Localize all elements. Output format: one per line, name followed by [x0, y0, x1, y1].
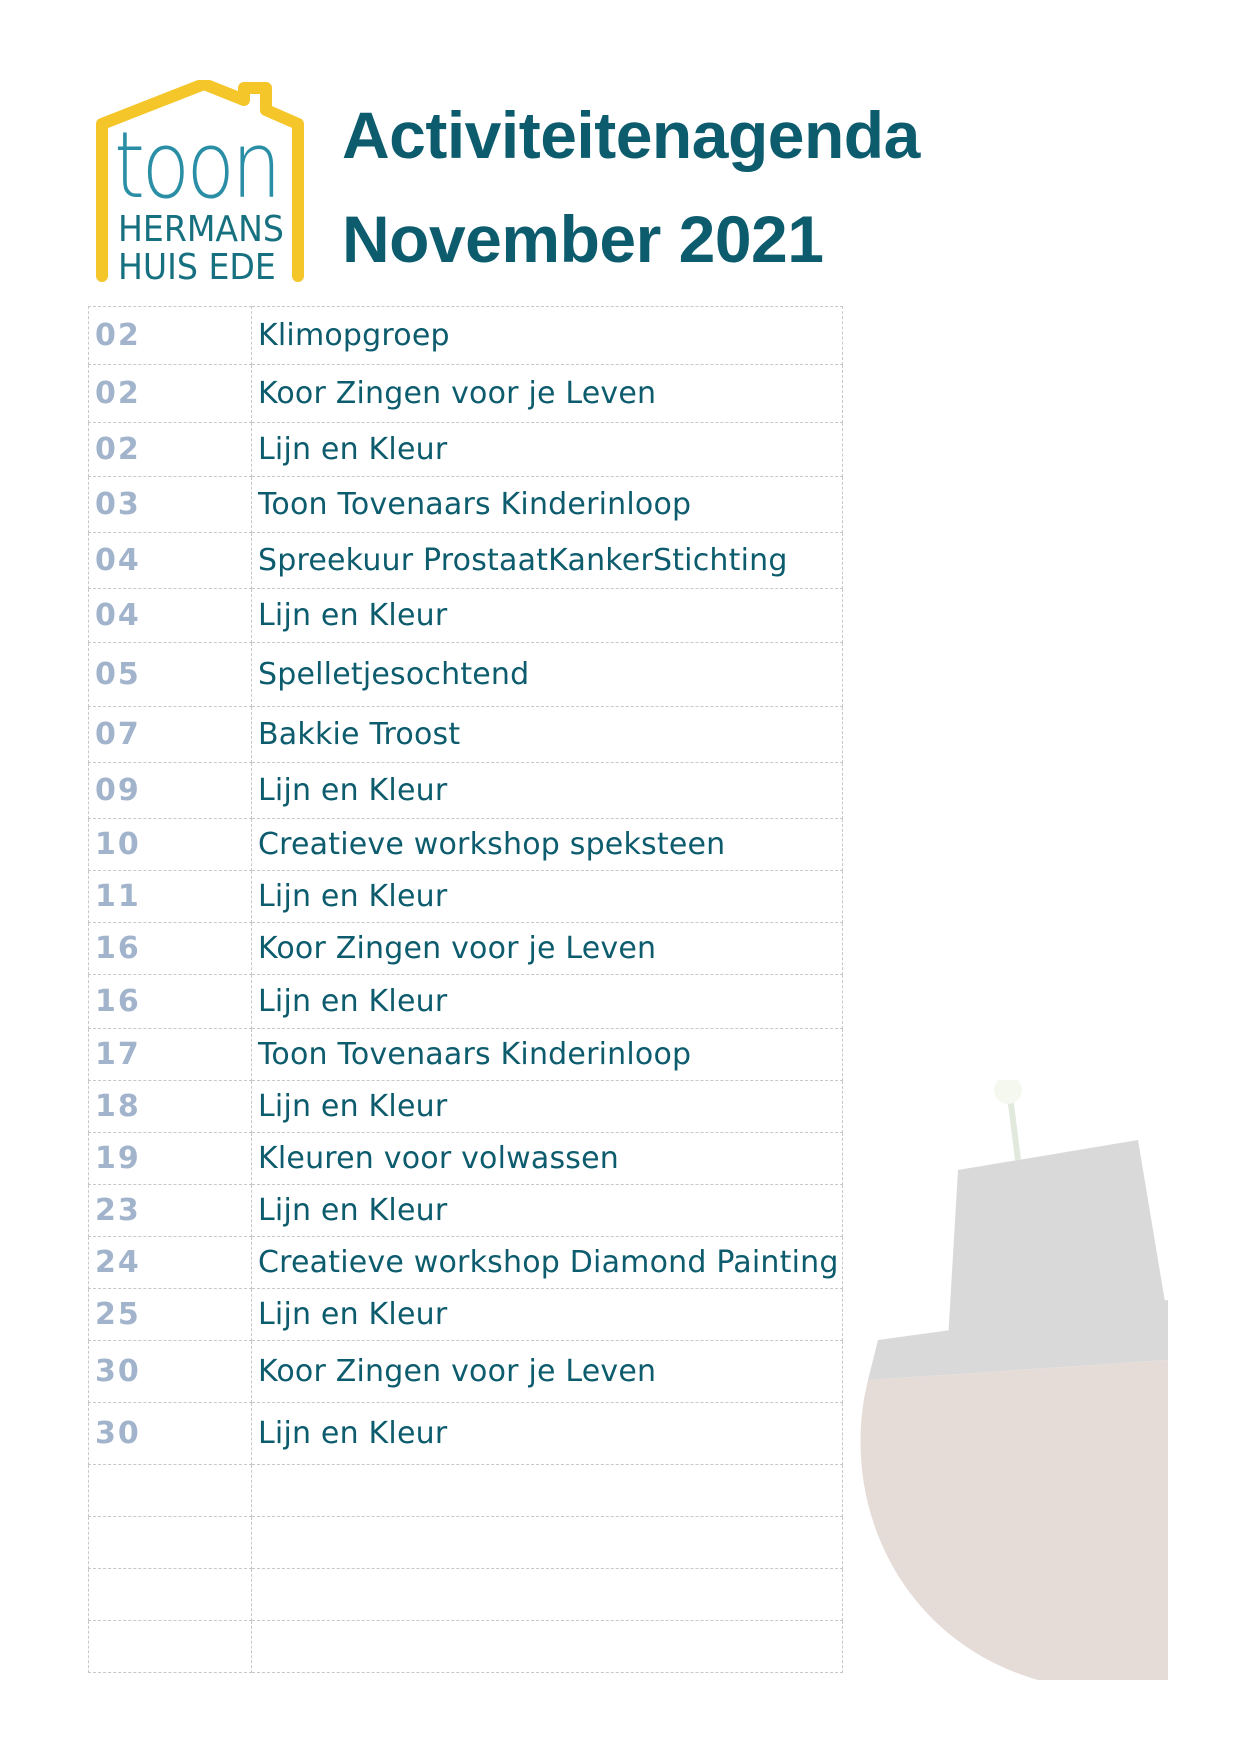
- agenda-activity: Spreekuur ProstaatKankerStichting: [252, 533, 843, 589]
- agenda-day: 25: [89, 1289, 252, 1341]
- agenda-activity: Koor Zingen voor je Leven: [252, 1341, 843, 1403]
- agenda-day: 16: [89, 923, 252, 975]
- agenda-row: [89, 365, 843, 423]
- agenda-day: 16: [89, 975, 252, 1029]
- agenda-row: [89, 1185, 843, 1237]
- agenda-activity: [252, 1569, 843, 1621]
- agenda-activity: Lijn en Kleur: [252, 763, 843, 819]
- agenda-activity: Toon Tovenaars Kinderinloop: [252, 477, 843, 533]
- portrait-illustration-icon: [838, 1080, 1168, 1680]
- agenda-row: [89, 643, 843, 707]
- agenda-day: 04: [89, 589, 252, 643]
- agenda-activity: Koor Zingen voor je Leven: [252, 365, 843, 423]
- agenda-day: 05: [89, 643, 252, 707]
- agenda-row: [89, 975, 843, 1029]
- agenda-row: [89, 871, 843, 923]
- agenda-activity: Lijn en Kleur: [252, 975, 843, 1029]
- agenda-activity: Lijn en Kleur: [252, 589, 843, 643]
- agenda-activity: Lijn en Kleur: [252, 1289, 843, 1341]
- agenda-activity: Lijn en Kleur: [252, 1185, 843, 1237]
- agenda-activity: Lijn en Kleur: [252, 871, 843, 923]
- agenda-row: [89, 763, 843, 819]
- agenda-day: 30: [89, 1403, 252, 1465]
- page-title: Activiteitenagenda: [342, 98, 920, 172]
- agenda-row: [89, 533, 843, 589]
- agenda-activity: Lijn en Kleur: [252, 1081, 843, 1133]
- agenda-activity: Koor Zingen voor je Leven: [252, 923, 843, 975]
- agenda-activity: Bakkie Troost: [252, 707, 843, 763]
- agenda-day: [89, 1517, 252, 1569]
- agenda-activity: Klimopgroep: [252, 307, 843, 365]
- agenda-row: [89, 1289, 843, 1341]
- agenda-day: 02: [89, 423, 252, 477]
- agenda-row: [89, 1029, 843, 1081]
- agenda-row: [89, 707, 843, 763]
- agenda-table: [88, 306, 843, 1673]
- logo-wordmark: toon: [114, 112, 279, 219]
- agenda-day: [89, 1621, 252, 1673]
- agenda-row: [89, 923, 843, 975]
- agenda-row: [89, 1133, 843, 1185]
- agenda-row: [89, 819, 843, 871]
- agenda-row: [89, 477, 843, 533]
- agenda-row: [89, 307, 843, 365]
- agenda-day: 24: [89, 1237, 252, 1289]
- agenda-activity: [252, 1517, 843, 1569]
- agenda-activity: Creatieve workshop speksteen: [252, 819, 843, 871]
- agenda-row: [89, 1081, 843, 1133]
- agenda-row: [89, 1569, 843, 1621]
- agenda-day: 30: [89, 1341, 252, 1403]
- agenda-day: 02: [89, 307, 252, 365]
- agenda-activity: Lijn en Kleur: [252, 423, 843, 477]
- agenda-day: 04: [89, 533, 252, 589]
- agenda-row: [89, 1403, 843, 1465]
- agenda-day: 07: [89, 707, 252, 763]
- agenda-row: [89, 1341, 843, 1403]
- agenda-activity: Kleuren voor volwassen: [252, 1133, 843, 1185]
- agenda-activity: Lijn en Kleur: [252, 1403, 843, 1465]
- agenda-row: [89, 1237, 843, 1289]
- logo: [94, 80, 310, 288]
- page-subtitle: November 2021: [342, 202, 824, 276]
- agenda-day: 10: [89, 819, 252, 871]
- logo-line-huis-ede: HUIS EDE: [118, 247, 276, 288]
- agenda-row: [89, 423, 843, 477]
- agenda-day: 19: [89, 1133, 252, 1185]
- agenda-activity: Toon Tovenaars Kinderinloop: [252, 1029, 843, 1081]
- agenda-activity: [252, 1465, 843, 1517]
- agenda-day: 02: [89, 365, 252, 423]
- agenda-day: 18: [89, 1081, 252, 1133]
- agenda-activity: Creatieve workshop Diamond Painting: [252, 1237, 843, 1289]
- agenda-activity: Spelletjesochtend: [252, 643, 843, 707]
- agenda-day: 23: [89, 1185, 252, 1237]
- agenda-activity: [252, 1621, 843, 1673]
- agenda-day: 09: [89, 763, 252, 819]
- agenda-day: 11: [89, 871, 252, 923]
- agenda-day: 17: [89, 1029, 252, 1081]
- agenda-row: [89, 1517, 843, 1569]
- agenda-day: [89, 1465, 252, 1517]
- agenda-day: 03: [89, 477, 252, 533]
- agenda-row: [89, 589, 843, 643]
- agenda-row: [89, 1465, 843, 1517]
- agenda-day: [89, 1569, 252, 1621]
- logo-line-hermans: HERMANS: [118, 209, 284, 250]
- agenda-row: [89, 1621, 843, 1673]
